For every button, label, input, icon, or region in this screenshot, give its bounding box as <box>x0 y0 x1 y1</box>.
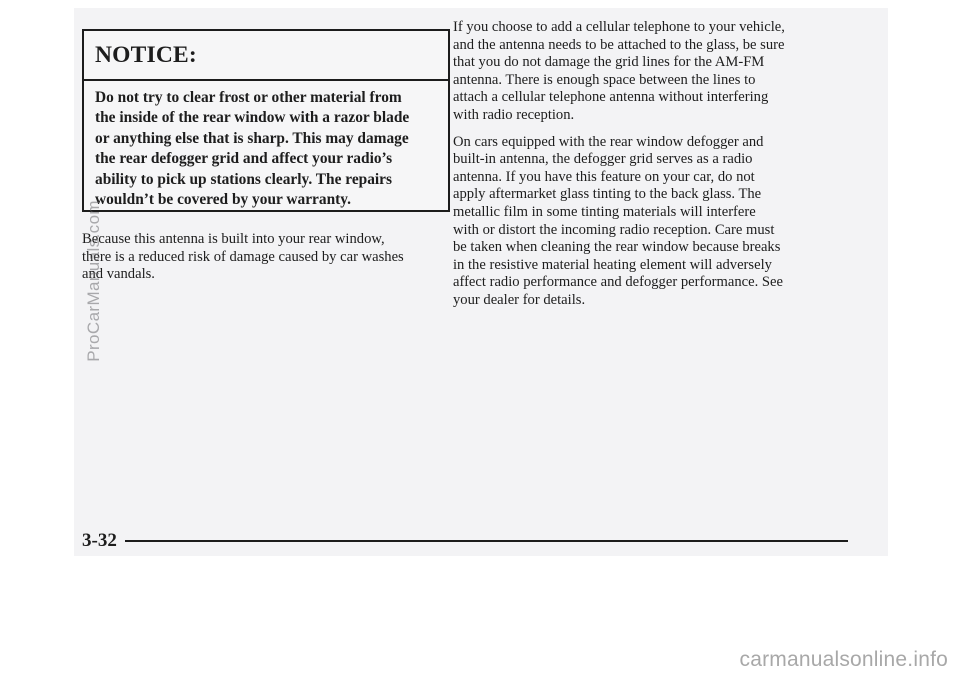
text-line: there is a reduced risk of damage caused by car washes <box>82 248 404 265</box>
manual-page <box>74 8 888 556</box>
page-footer <box>82 530 848 552</box>
text-line: with radio reception. <box>453 106 575 123</box>
text-line: affect radio performance and defogger performance. See <box>453 274 783 291</box>
right-column <box>453 19 785 310</box>
text-line: your dealer for details. <box>453 291 586 308</box>
text-line: be taken when cleaning the rear window because breaks <box>453 239 781 256</box>
notice-box <box>82 29 450 212</box>
antenna-paragraph <box>82 231 404 284</box>
notice-line: wouldn’t be covered by your warranty. <box>95 191 351 209</box>
notice-line: ability to pick up stations clearly. The repairs <box>95 170 393 188</box>
text-line: and vandals. <box>82 266 155 283</box>
text-line: built-in antenna, the defogger grid serves as a radio <box>453 151 753 168</box>
text-line: and the antenna needs to be attached to the glass, be sure <box>453 36 785 53</box>
notice-line: Do not try to clear frost or other material from <box>95 89 402 106</box>
defogger-paragraph <box>453 134 785 310</box>
notice-body <box>84 81 448 210</box>
text-line: antenna. There is enough space between the lines to <box>453 71 756 88</box>
notice-line: the rear defogger grid and affect your radio’s <box>95 150 393 168</box>
text-line: metallic film in some tinting materials will interfere <box>453 203 756 220</box>
text-line: apply aftermarket glass tinting to the back glass. The <box>453 186 762 203</box>
text-line: antenna. If you have this feature on your car, do not <box>453 168 755 185</box>
page-number: 3-32 <box>82 530 117 551</box>
text-line: that you do not damage the grid lines for the AM-FM <box>453 54 765 71</box>
text-line: On cars equipped with the rear window defogger and <box>453 133 764 150</box>
notice-line: the inside of the rear window with a razor blade <box>95 109 410 127</box>
text-line: attach a cellular telephone antenna without interfering <box>453 89 769 106</box>
footer-rule <box>125 540 848 542</box>
text-line: in the resistive material heating element will adversely <box>453 256 772 273</box>
cellular-paragraph <box>453 19 785 125</box>
side-watermark: ProCarManuals.com <box>84 200 103 362</box>
notice-title: NOTICE: <box>84 31 448 81</box>
text-line: If you choose to add a cellular telephone to your vehicle, <box>453 19 785 35</box>
bottom-watermark: carmanualsonline.info <box>739 648 948 671</box>
text-line: with or distort the incoming radio reception. Care must <box>453 221 775 238</box>
text-line: Because this antenna is built into your rear window, <box>82 231 385 247</box>
notice-line: or anything else that is sharp. This may damage <box>95 129 409 147</box>
